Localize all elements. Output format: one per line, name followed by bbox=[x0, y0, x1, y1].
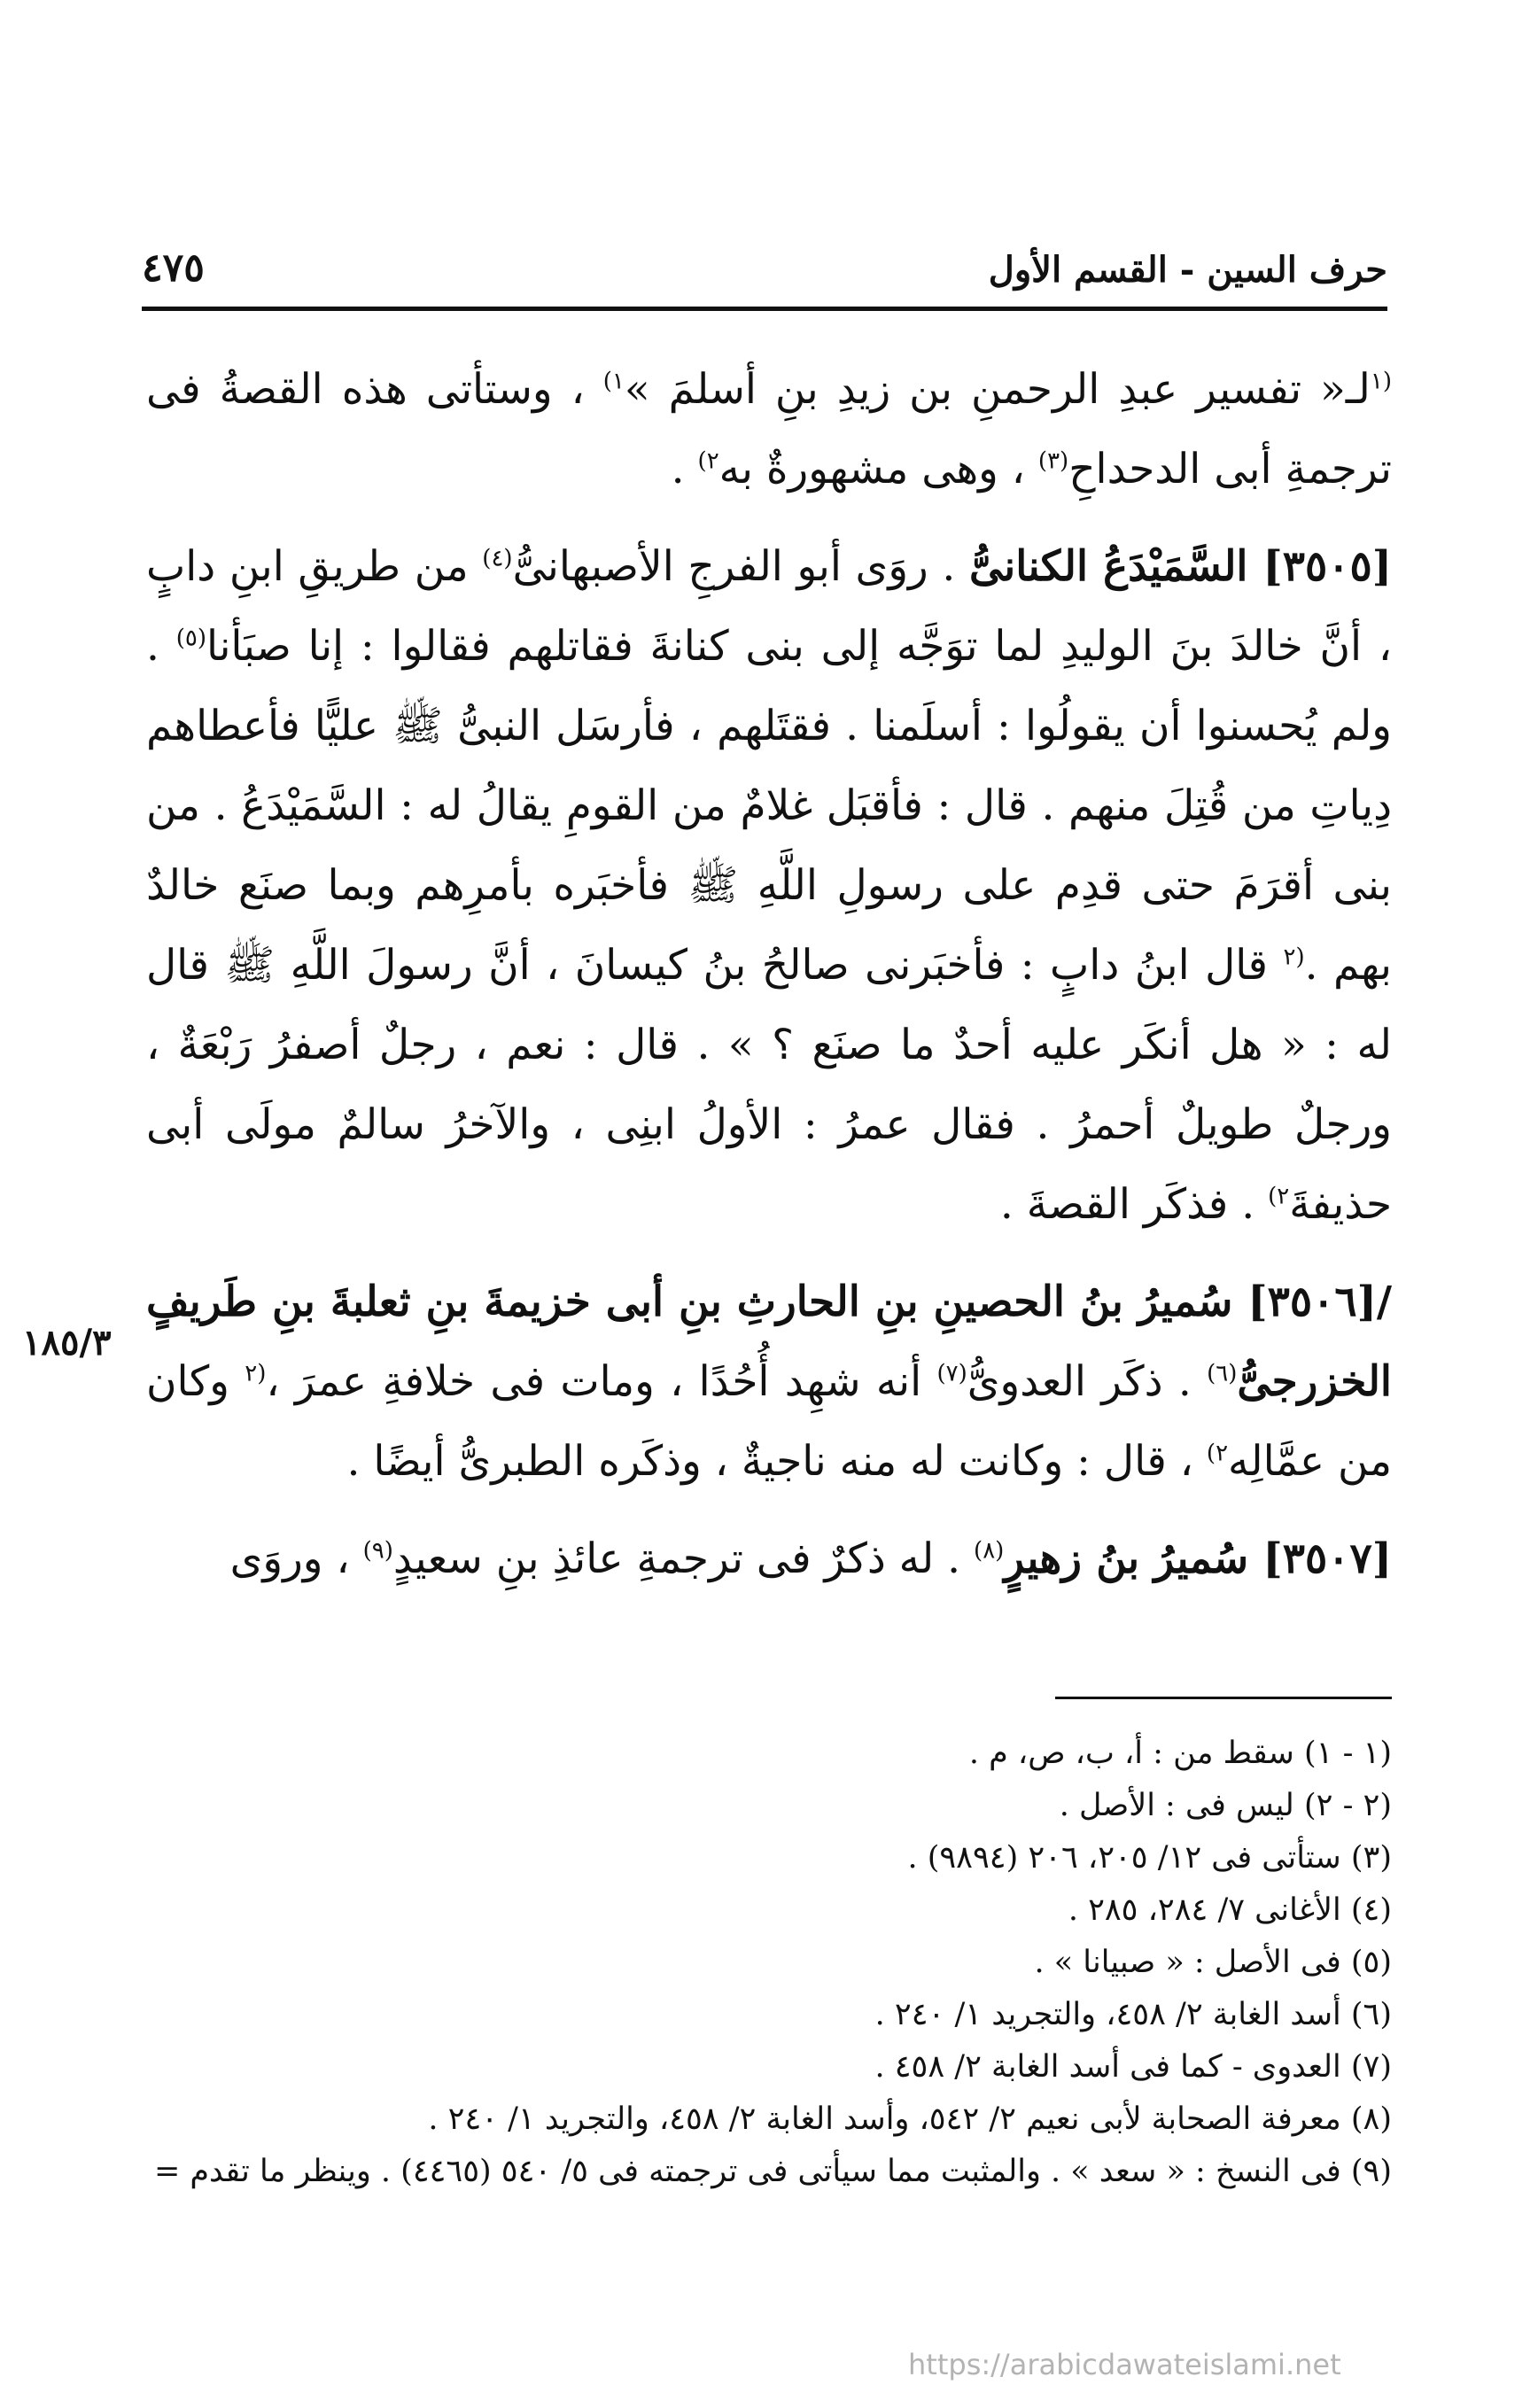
note-mark: (٣) bbox=[1037, 447, 1069, 475]
header-rule bbox=[142, 307, 1387, 311]
footnote: (٧) العدوى - كما فى أسد الغابة ٢/ ٤٥٨ . bbox=[874, 2049, 1392, 2085]
entry-heading: /[٣٥٠٦] سُميرُ بنُ الحصينِ بنِ الحارثِ بنِ أبى خزيمةَ بنِ ثعلبةَ بنِ طَريفٍ الخزرجىُّ bbox=[146, 1278, 1392, 1406]
entry-3506 bbox=[146, 1262, 1392, 1502]
footnote: (٦) أسد الغابة ٢/ ٤٥٨، والتجريد ١/ ٢٤٠ . bbox=[874, 1997, 1392, 2032]
note-mark: ٢) bbox=[697, 447, 719, 475]
text-run: أنه شهِد أُحُدًا ، ومات فى خلافةِ عمرَ ، bbox=[266, 1357, 937, 1406]
note-mark: ٢) bbox=[1206, 1440, 1229, 1467]
page-header bbox=[142, 226, 1387, 291]
note-mark: (٦) bbox=[1207, 1360, 1238, 1387]
entry-3505 bbox=[146, 527, 1392, 1245]
footnote: (١ - ١) سقط من : أ، ب، ص، م . bbox=[968, 1736, 1392, 1771]
entry-heading: [٣٥٠٥] السَّمَيْدَعُ الكنانىُّ bbox=[968, 542, 1393, 591]
main-text bbox=[146, 350, 1392, 1599]
note-mark: (٤) bbox=[482, 545, 513, 572]
text-run: ، قال : وكانت له منه ناجيةٌ ، وذكَره الطبرىُّ أيضًا . bbox=[346, 1437, 1207, 1486]
note-mark: (٧) bbox=[936, 1360, 967, 1387]
text-run: . روَى أبو الفرجِ الأصبهانىُّ bbox=[512, 542, 969, 591]
note-mark: (١ bbox=[1370, 368, 1392, 395]
text-run: لـ« تفسير عبدِ الرحمنِ بن زيدِ بنِ أسلمَ » bbox=[624, 365, 1371, 414]
watermark-url: https://arabicdawateislami.net bbox=[908, 2348, 1341, 2381]
note-mark: ١) bbox=[602, 368, 625, 395]
footnote: (٥) فى الأصل : « صبيانا » . bbox=[1034, 1945, 1392, 1980]
note-mark: ٢) bbox=[1268, 1183, 1290, 1210]
text-run: وكان من عمَّالِه bbox=[146, 1357, 1392, 1486]
footnote: (٣) ستأتى فى ١٢/ ٢٠٥، ٢٠٦ (٩٨٩٤) . bbox=[907, 1840, 1392, 1876]
text-run: . bbox=[671, 445, 698, 493]
text-run: . له ذكرٌ فى ترجمةِ عائذِ بنِ سعيدٍ bbox=[392, 1534, 975, 1583]
text-run: . ذكَر العدوىُّ bbox=[967, 1357, 1208, 1406]
text-run: ، وروَى bbox=[229, 1534, 363, 1583]
text-run: من طريقِ ابنِ دابٍ ، أنَّ خالدَ بنَ الوليدِ لما توَجَّه إلى بنى كنانةَ فقاتلهم فقالوا : إنا صبَأنا bbox=[146, 542, 1392, 671]
running-title: حرف السين - القسم الأول bbox=[988, 249, 1387, 291]
text-run: . فذكَر القصةَ . bbox=[999, 1180, 1269, 1229]
footnote: (٩) فى النسخ : « سعد » . والمثبت مما سيأتى فى ترجمته فى ٥/ ٥٤٠ (٤٤٦٥) . وينظر ما تقدم = bbox=[153, 2154, 1392, 2189]
note-mark: (٩) bbox=[362, 1537, 393, 1565]
note-mark: (٢ bbox=[1283, 944, 1305, 971]
note-mark: (٨) bbox=[974, 1537, 1005, 1565]
paragraph-continuation bbox=[146, 350, 1392, 509]
text-run: . ولم يُحسنوا أن يقولُوا : أسلَمنا . فقتَلهم ، فأرسَل النبىُّ ﷺ عليًّا فأعطاهم دِياتِ من قُتِلَ منهم . قال : فأقبَل غلامٌ من القومِ يقالُ له : السَّمَيْدَعُ . من بنى أقرَمَ حتى قدِم على رسولِ اللَّهِ ﷺ فأخبَره بأمرِهم وبما صنَع خالدٌ بهم . bbox=[146, 622, 1392, 990]
entry-heading: [٣٥٠٧] سُميرُ بنُ زهيرٍ bbox=[1004, 1534, 1392, 1583]
text-run: ، وستأتى هذه القصةُ فى ترجمةِ أبى الدحداحِ bbox=[146, 365, 1392, 493]
text-run: قال ابنُ دابٍ : فأخبَرنى صالحُ بنُ كيسانَ ، أنَّ رسولَ اللَّهِ ﷺ قال له : « هل أنكَر عليه أحدٌ ما صنَع ؟ » . قال : نعم ، رجلٌ أصفرُ رَبْعَةٌ ، ورجلٌ طويلٌ أحمرُ . فقال عمرُ : الأولُ ابنِى ، والآخرُ سالمٌ مولَى أبى حذيفةَ bbox=[146, 941, 1392, 1229]
footnote-rule bbox=[1055, 1697, 1392, 1699]
text-run: ، وهى مشهورةٌ به bbox=[719, 445, 1038, 493]
footnotes bbox=[146, 1728, 1392, 2198]
footnote: (٨) معرفة الصحابة لأبى نعيم ٢/ ٥٤٢، وأسد الغابة ٢/ ٤٥٨، والتجريد ١/ ٢٤٠ . bbox=[428, 2101, 1392, 2137]
footnote: (٢ - ٢) ليس فى : الأصل . bbox=[1059, 1788, 1392, 1823]
margin-reference: ١٨٥/٣ bbox=[22, 1322, 112, 1363]
footnote: (٤) الأغانى ٧/ ٢٨٤، ٢٨٥ . bbox=[1068, 1892, 1392, 1928]
note-mark: (٢ bbox=[245, 1360, 267, 1387]
note-mark: (٥) bbox=[175, 625, 207, 652]
entry-3507 bbox=[146, 1519, 1392, 1599]
page-number: ٤٧٥ bbox=[142, 245, 205, 291]
